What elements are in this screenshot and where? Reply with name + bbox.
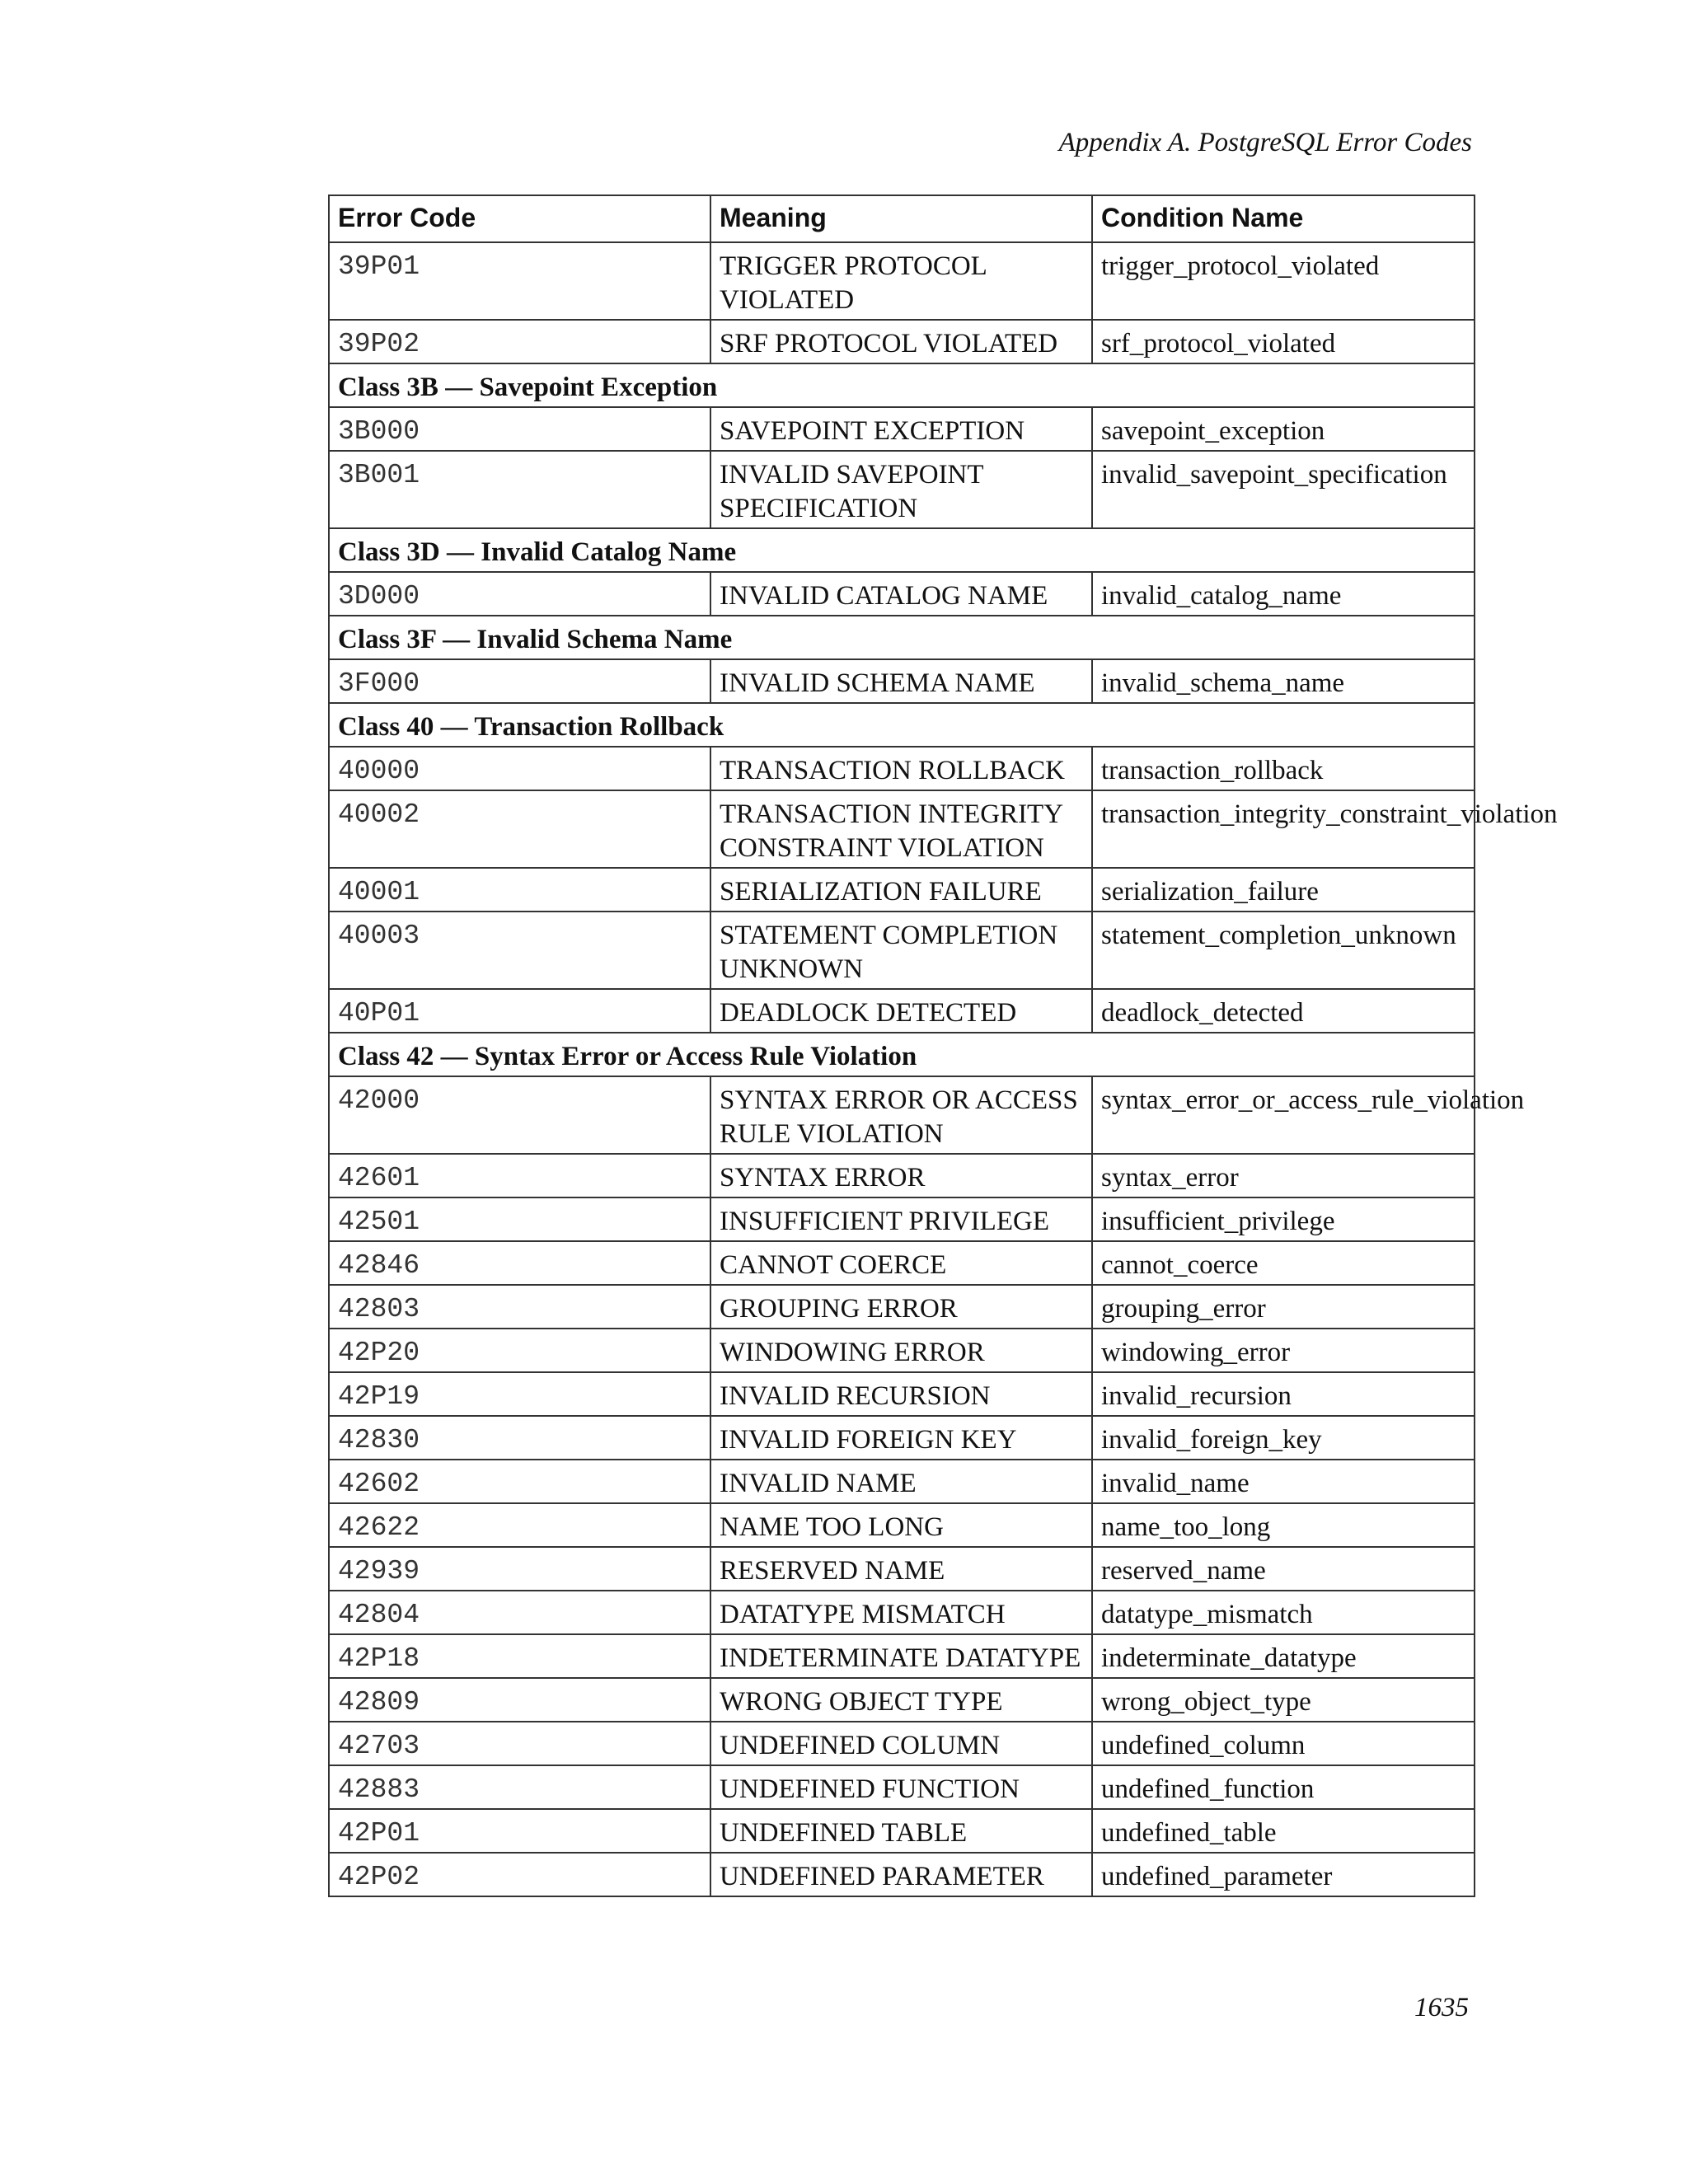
condition-name-cell: invalid_schema_name (1092, 659, 1475, 703)
table-row (329, 1076, 1475, 1154)
table-row (329, 1678, 1475, 1722)
meaning-cell: RESERVED NAME (710, 1547, 1092, 1591)
table-row (329, 1722, 1475, 1765)
table-row (329, 320, 1475, 363)
condition-name-cell: datatype_mismatch (1092, 1591, 1475, 1634)
condition-name-cell: grouping_error (1092, 1285, 1475, 1329)
condition-name-cell: invalid_catalog_name (1092, 572, 1475, 616)
table-row (329, 1853, 1475, 1896)
table-row (329, 1416, 1475, 1460)
error-code-cell: 42809 (329, 1678, 710, 1722)
table-row (329, 242, 1475, 320)
condition-name-cell: name_too_long (1092, 1503, 1475, 1547)
meaning-cell: SRF PROTOCOL VIOLATED (710, 320, 1092, 363)
meaning-cell: CANNOT COERCE (710, 1241, 1092, 1285)
table-row (329, 1634, 1475, 1678)
error-code-cell: 42804 (329, 1591, 710, 1634)
condition-name-cell: transaction_integrity_constraint_violation (1092, 790, 1475, 868)
condition-name-cell: deadlock_detected (1092, 989, 1475, 1033)
condition-name-cell: undefined_function (1092, 1765, 1475, 1809)
meaning-cell: INVALID SCHEMA NAME (710, 659, 1092, 703)
class-section-row (329, 616, 1475, 659)
error-code-cell: 40P01 (329, 989, 710, 1033)
class-section-title: Class 40 — Transaction Rollback (329, 703, 1475, 747)
table-row (329, 1591, 1475, 1634)
error-code-cell: 42803 (329, 1285, 710, 1329)
error-code-cell: 3B001 (329, 451, 710, 528)
meaning-cell: INVALID CATALOG NAME (710, 572, 1092, 616)
table-row (329, 747, 1475, 790)
meaning-cell: SAVEPOINT EXCEPTION (710, 407, 1092, 451)
meaning-cell: TRANSACTION INTEGRITY CONSTRAINT VIOLATION (710, 790, 1092, 868)
meaning-cell: UNDEFINED PARAMETER (710, 1853, 1092, 1896)
meaning-cell: INDETERMINATE DATATYPE (710, 1634, 1092, 1678)
condition-name-cell: invalid_foreign_key (1092, 1416, 1475, 1460)
meaning-cell: DATATYPE MISMATCH (710, 1591, 1092, 1634)
table-row (329, 1503, 1475, 1547)
error-code-cell: 42602 (329, 1460, 710, 1503)
error-code-cell: 39P01 (329, 242, 710, 320)
meaning-cell: INSUFFICIENT PRIVILEGE (710, 1197, 1092, 1241)
condition-name-cell: trigger_protocol_violated (1092, 242, 1475, 320)
error-code-cell: 42000 (329, 1076, 710, 1154)
error-code-table (328, 194, 1558, 1897)
table-row (329, 989, 1475, 1033)
condition-name-cell: windowing_error (1092, 1329, 1475, 1372)
class-section-row (329, 703, 1475, 747)
table-row (329, 1241, 1475, 1285)
table-row (329, 868, 1475, 912)
running-header: Appendix A. PostgreSQL Error Codes (1058, 128, 1472, 157)
meaning-cell: SYNTAX ERROR OR ACCESS RULE VIOLATION (710, 1076, 1092, 1154)
class-section-row (329, 528, 1475, 572)
meaning-cell: INVALID FOREIGN KEY (710, 1416, 1092, 1460)
error-code-cell: 42P18 (329, 1634, 710, 1678)
meaning-cell: UNDEFINED FUNCTION (710, 1765, 1092, 1809)
error-code-cell: 42P02 (329, 1853, 710, 1896)
error-code-cell: 42846 (329, 1241, 710, 1285)
table-header-row (329, 195, 1475, 242)
condition-name-cell: undefined_table (1092, 1809, 1475, 1853)
error-code-cell: 3D000 (329, 572, 710, 616)
condition-name-cell: undefined_column (1092, 1722, 1475, 1765)
table-row (329, 1372, 1475, 1416)
class-section-title: Class 3D — Invalid Catalog Name (329, 528, 1475, 572)
condition-name-cell: syntax_error_or_access_rule_violation (1092, 1076, 1475, 1154)
meaning-cell: TRIGGER PROTOCOL VIOLATED (710, 242, 1092, 320)
error-code-cell: 42830 (329, 1416, 710, 1460)
table-row (329, 572, 1475, 616)
meaning-cell: UNDEFINED COLUMN (710, 1722, 1092, 1765)
meaning-cell: NAME TOO LONG (710, 1503, 1092, 1547)
error-code-cell: 42P20 (329, 1329, 710, 1372)
column-header-error-code: Error Code (329, 195, 710, 242)
table-row (329, 1809, 1475, 1853)
table-row (329, 659, 1475, 703)
class-section-title: Class 3F — Invalid Schema Name (329, 616, 1475, 659)
condition-name-cell: srf_protocol_violated (1092, 320, 1475, 363)
table-body (329, 242, 1558, 1896)
error-code-cell: 40003 (329, 912, 710, 989)
table-row (329, 790, 1475, 868)
error-code-cell: 3F000 (329, 659, 710, 703)
condition-name-cell: wrong_object_type (1092, 1678, 1475, 1722)
condition-name-cell: insufficient_privilege (1092, 1197, 1475, 1241)
class-section-row (329, 363, 1475, 407)
error-code-cell: 42P19 (329, 1372, 710, 1416)
meaning-cell: DEADLOCK DETECTED (710, 989, 1092, 1033)
table-row (329, 1460, 1475, 1503)
condition-name-cell: statement_completion_unknown (1092, 912, 1475, 989)
error-code-cell: 42703 (329, 1722, 710, 1765)
class-section-title: Class 42 — Syntax Error or Access Rule Violation (329, 1033, 1475, 1076)
table-row (329, 1329, 1475, 1372)
table-row (329, 1285, 1475, 1329)
meaning-cell: INVALID NAME (710, 1460, 1092, 1503)
table-row (329, 1154, 1475, 1197)
meaning-cell: STATEMENT COMPLETION UNKNOWN (710, 912, 1092, 989)
table-row (329, 451, 1475, 528)
condition-name-cell: invalid_savepoint_specification (1092, 451, 1475, 528)
condition-name-cell: syntax_error (1092, 1154, 1475, 1197)
meaning-cell: WINDOWING ERROR (710, 1329, 1092, 1372)
condition-name-cell: indeterminate_datatype (1092, 1634, 1475, 1678)
condition-name-cell: reserved_name (1092, 1547, 1475, 1591)
meaning-cell: TRANSACTION ROLLBACK (710, 747, 1092, 790)
condition-name-cell: invalid_name (1092, 1460, 1475, 1503)
table-row (329, 912, 1475, 989)
condition-name-cell: serialization_failure (1092, 868, 1475, 912)
class-section-row (329, 1033, 1475, 1076)
error-code-cell: 42939 (329, 1547, 710, 1591)
error-code-cell: 40001 (329, 868, 710, 912)
condition-name-cell: cannot_coerce (1092, 1241, 1475, 1285)
meaning-cell: INVALID RECURSION (710, 1372, 1092, 1416)
meaning-cell: GROUPING ERROR (710, 1285, 1092, 1329)
table-row (329, 1765, 1475, 1809)
column-header-meaning: Meaning (710, 195, 1092, 242)
error-code-cell: 39P02 (329, 320, 710, 363)
error-code-cell: 42501 (329, 1197, 710, 1241)
error-code-cell: 40000 (329, 747, 710, 790)
meaning-cell: WRONG OBJECT TYPE (710, 1678, 1092, 1722)
condition-name-cell: undefined_parameter (1092, 1853, 1475, 1896)
meaning-cell: INVALID SAVEPOINT SPECIFICATION (710, 451, 1092, 528)
meaning-cell: SERIALIZATION FAILURE (710, 868, 1092, 912)
condition-name-cell: savepoint_exception (1092, 407, 1475, 451)
table-row (329, 1547, 1475, 1591)
error-code-cell: 42622 (329, 1503, 710, 1547)
meaning-cell: SYNTAX ERROR (710, 1154, 1092, 1197)
error-code-cell: 42883 (329, 1765, 710, 1809)
error-code-cell: 42P01 (329, 1809, 710, 1853)
table-row (329, 407, 1475, 451)
page-number: 1635 (1414, 1993, 1469, 2022)
error-code-cell: 40002 (329, 790, 710, 868)
error-code-cell: 42601 (329, 1154, 710, 1197)
table-row (329, 1197, 1475, 1241)
meaning-cell: UNDEFINED TABLE (710, 1809, 1092, 1853)
column-header-condition-name: Condition Name (1092, 195, 1475, 242)
class-section-title: Class 3B — Savepoint Exception (329, 363, 1475, 407)
condition-name-cell: invalid_recursion (1092, 1372, 1475, 1416)
condition-name-cell: transaction_rollback (1092, 747, 1475, 790)
error-code-cell: 3B000 (329, 407, 710, 451)
